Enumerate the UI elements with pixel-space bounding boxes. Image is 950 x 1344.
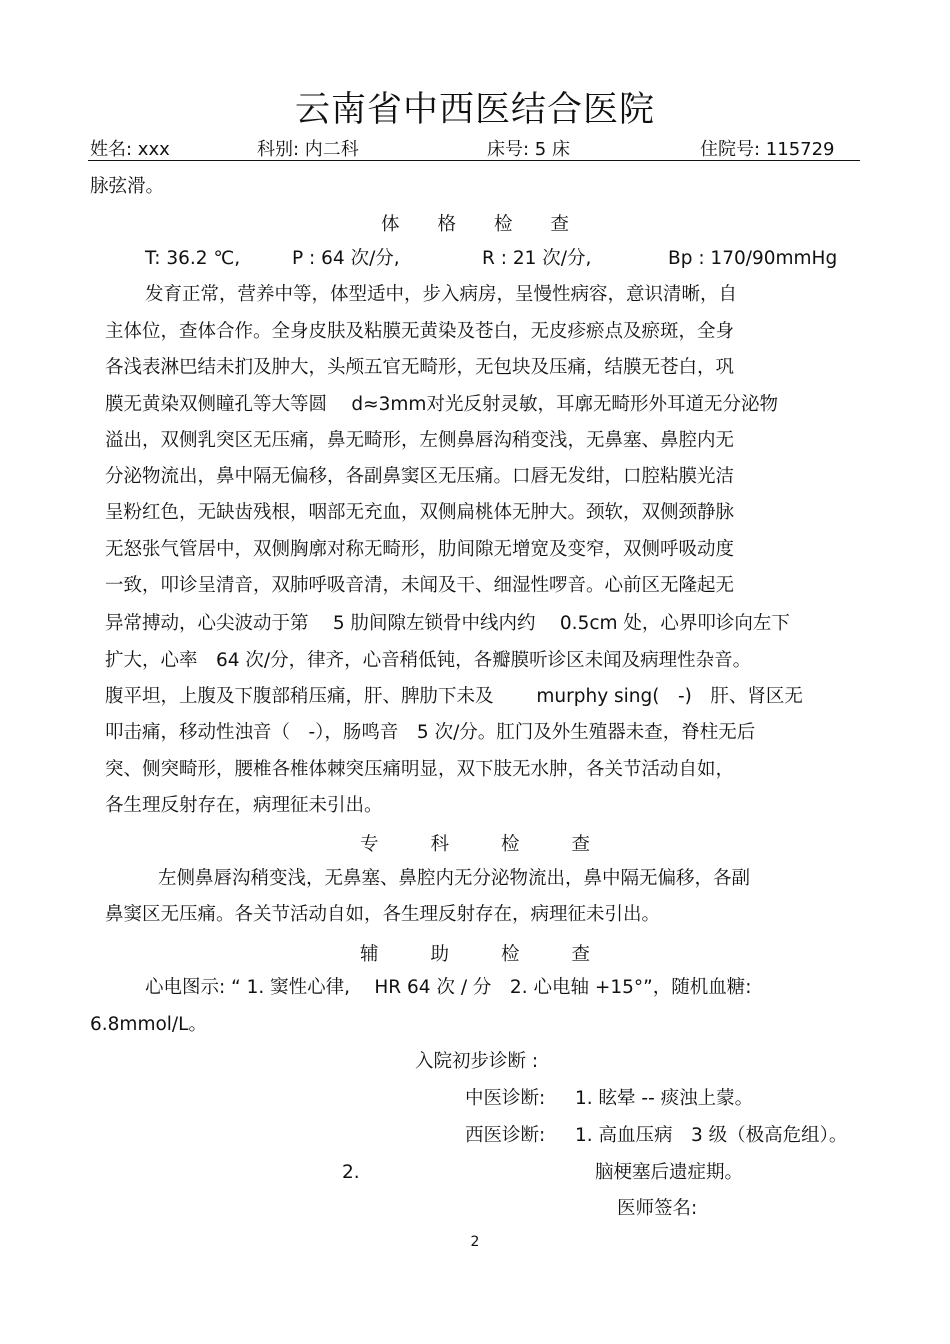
wm-diagnosis-label: 西医诊断: bbox=[465, 1125, 546, 1146]
heading-char: 检 bbox=[494, 214, 513, 235]
admission-number: 住院号: 115729 bbox=[700, 139, 835, 160]
exam-text-line: 呈粉红色，无缺齿残根，咽部无充血，双侧扁桃体无肿大。颈软，双侧颈静脉 bbox=[105, 502, 735, 523]
tcm-diagnosis-value: 1. 眩晕 -- 痰浊上蒙。 bbox=[575, 1088, 754, 1109]
heading-char: 查 bbox=[550, 214, 570, 235]
exam-text-line: 发育正常，营养中等，体型适中，步入病房，呈慢性病容，意识清晰，自 bbox=[145, 284, 738, 305]
exam-text-line: 无怒张气管居中，双侧胸廓对称无畸形，肋间隙无增宽及变窄，双侧呼吸动度 bbox=[105, 539, 735, 560]
hospital-title: 云南省中西医结合医院 bbox=[294, 90, 655, 130]
heading-physical-exam bbox=[0, 210, 950, 236]
vitals-temperature: T: 36.2 ℃, bbox=[145, 248, 241, 269]
heading-char: 体 bbox=[380, 214, 400, 235]
vitals-respiration: R : 21 次/分, bbox=[482, 248, 592, 269]
header-divider bbox=[88, 160, 860, 161]
specialist-text-line: 鼻窦区无压痛。各关节活动自如，各生理反射存在，病理征未引出。 bbox=[105, 904, 661, 925]
tcm-diagnosis-label: 中医诊断: bbox=[465, 1088, 546, 1109]
heading-auxiliary-exam bbox=[0, 940, 950, 966]
patient-name: 姓名: xxx bbox=[90, 139, 170, 160]
diagnosis-item2-value: 脑梗塞后遗症期。 bbox=[595, 1162, 744, 1183]
heading-specialist-exam bbox=[0, 830, 950, 856]
patient-department: 科别: 内二科 bbox=[257, 139, 359, 160]
glucose-result: 6.8mmol/L。 bbox=[90, 1014, 207, 1035]
pulse-line: 脉弦滑。 bbox=[90, 176, 165, 197]
vitals-blood-pressure: Bp : 170/90mmHg bbox=[668, 248, 838, 269]
exam-text-line: 一致，叩诊呈清音，双肺呼吸音清，未闻及干、细湿性啰音。心前区无隆起无 bbox=[105, 575, 735, 596]
physician-signature-label: 医师签名: bbox=[617, 1198, 698, 1219]
exam-text-line: 分泌物流出，鼻中隔无偏移，各副鼻窦区无压痛。口唇无发绀，口腔粘膜光洁 bbox=[105, 466, 735, 487]
heading-char: 助 bbox=[430, 944, 449, 965]
exam-text-line: 膜无黄染双侧瞳孔等大等圆 d≈3mm对光反射灵敏，耳廓无畸形外耳道无分泌物 bbox=[105, 394, 778, 415]
exam-text-line: 主体位，查体合作。全身皮肤及粘膜无黄染及苍白，无皮疹瘀点及瘀斑，全身 bbox=[105, 321, 735, 342]
exam-text-line: 异常搏动，心尖波动于第 5 肋间隙左锁骨中线内约 0.5cm 处，心界叩诊向左下 bbox=[105, 613, 790, 634]
heading-char: 科 bbox=[430, 834, 449, 855]
heading-char: 检 bbox=[501, 834, 520, 855]
diagnosis-title: 入院初步诊断 : bbox=[415, 1051, 539, 1072]
exam-text-line: 溢出，双侧乳突区无压痛，鼻无畸形，左侧鼻唇沟稍变浅，无鼻塞、鼻腔内无 bbox=[105, 430, 735, 451]
diagnosis-item2-number: 2. bbox=[342, 1162, 360, 1183]
heading-char: 查 bbox=[571, 834, 591, 855]
wm-diagnosis-value: 1. 高血压病 3 级（极高危组）。 bbox=[575, 1125, 848, 1146]
exam-text-line: 各生理反射存在，病理征未引出。 bbox=[105, 795, 383, 816]
exam-text-line: 扩大，心率 64 次/分，律齐，心音稍低钝，各瓣膜听诊区未闻及病理性杂音。 bbox=[105, 650, 752, 671]
patient-bed: 床号: 5 床 bbox=[487, 139, 570, 160]
heading-char: 辅 bbox=[359, 944, 379, 965]
specialist-text-line: 左侧鼻唇沟稍变浅，无鼻塞、鼻腔内无分泌物流出，鼻中隔无偏移，各副 bbox=[158, 868, 751, 889]
exam-text-line: 各浅表淋巴结未扪及肿大，头颅五官无畸形，无包块及压痛，结膜无苍白，巩 bbox=[105, 357, 735, 378]
heading-char: 检 bbox=[501, 944, 520, 965]
exam-text-line: 突、侧突畸形，腰椎各椎体棘突压痛明显，双下肢无水肿，各关节活动自如， bbox=[105, 759, 735, 780]
exam-text-line: 腹平坦，上腹及下腹部稍压痛，肝、脾肋下未及 murphy sing( -) 肝、肾区无 bbox=[105, 686, 803, 707]
heading-char: 查 bbox=[571, 944, 591, 965]
ecg-result: 心电图示: “ 1. 窦性心律, HR 64 次 / 分 2. 心电轴 +15°”，随机血糖: bbox=[145, 977, 752, 998]
exam-text-line: 叩击痛，移动性浊音（ -），肠鸣音 5 次/分。肛门及外生殖器未查，脊柱无后 bbox=[105, 722, 756, 743]
heading-char: 专 bbox=[359, 834, 379, 855]
heading-char: 格 bbox=[437, 214, 456, 235]
vitals-pulse: P : 64 次/分, bbox=[292, 248, 400, 269]
page-number: 2 bbox=[470, 1234, 480, 1250]
